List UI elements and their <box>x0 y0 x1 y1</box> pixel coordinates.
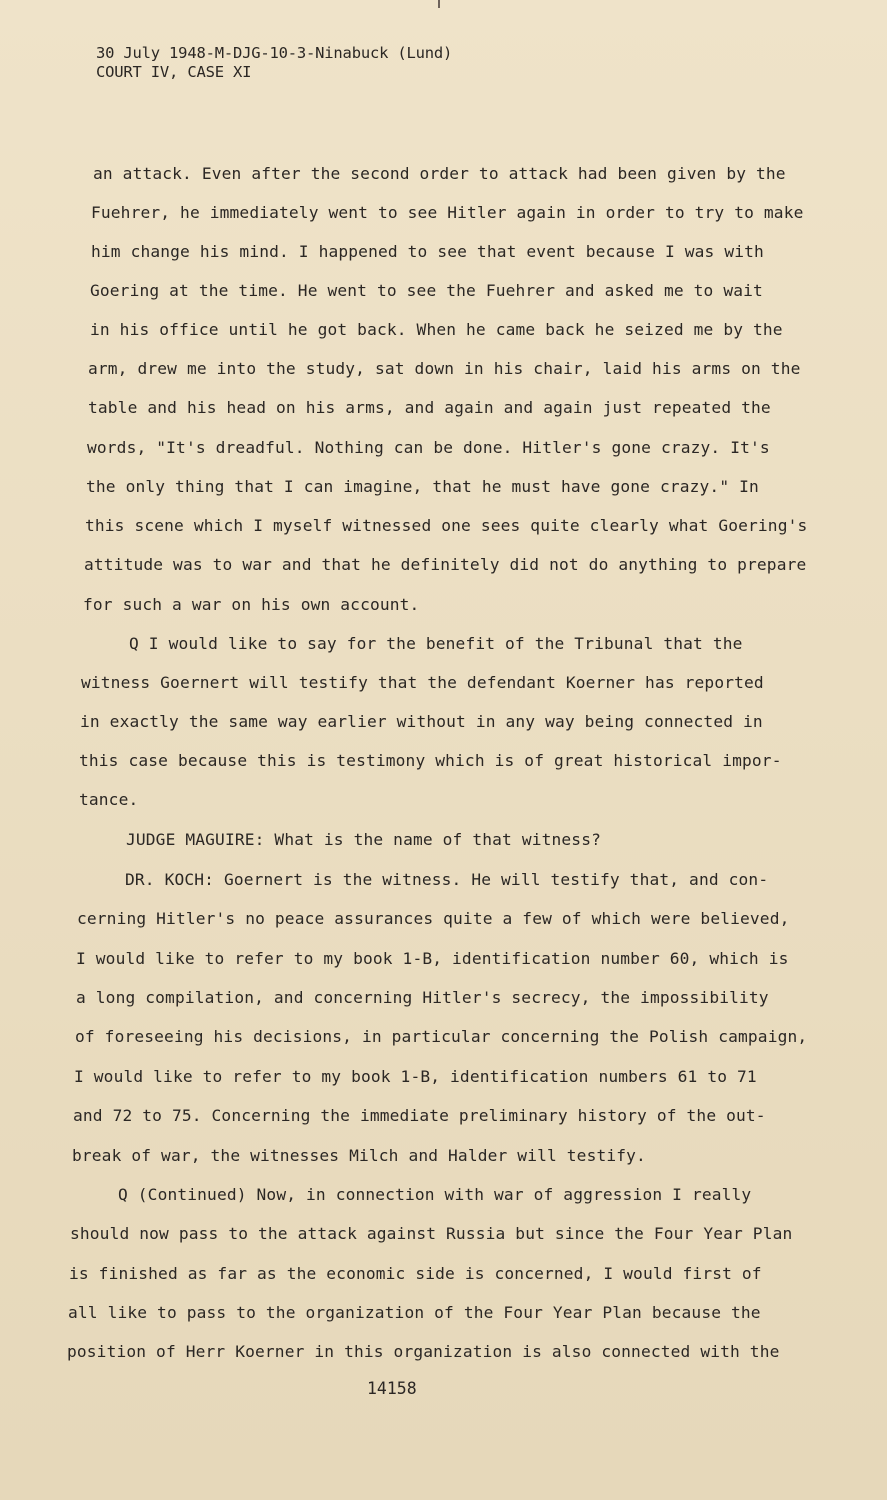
text-line: JUDGE MAGUIRE: What is the name of that witness? <box>126 830 601 849</box>
page-number: 14158 <box>367 1379 417 1398</box>
text-line: and 72 to 75. Concerning the immediate preliminary history of the out- <box>73 1106 766 1125</box>
text-line: table and his head on his arms, and again and again just repeated the <box>88 398 771 417</box>
text-line: DR. KOCH: Goernert is the witness. He will testify that, and con- <box>125 870 769 889</box>
text-line: this case because this is testimony which is of great historical impor- <box>79 751 782 770</box>
text-line: I would like to refer to my book 1-B, identification number 60, which is <box>76 949 789 968</box>
header-line-1: 30 July 1948-M-DJG-10-3-Ninabuck (Lund) <box>96 44 453 62</box>
text-line: of foreseeing his decisions, in particular concerning the Polish campaign, <box>75 1027 808 1046</box>
text-line: break of war, the witnesses Milch and Halder will testify. <box>72 1146 646 1165</box>
text-line: tance. <box>79 790 139 809</box>
text-line: words, "It's dreadful. Nothing can be done. Hitler's gone crazy. It's <box>87 438 770 457</box>
text-line: an attack. Even after the second order to attack had been given by the <box>93 164 786 183</box>
text-line: I would like to refer to my book 1-B, identification numbers 61 to 71 <box>74 1067 757 1086</box>
text-line: witness Goernert will testify that the defendant Koerner has reported <box>81 673 764 692</box>
text-line: Goering at the time. He went to see the Fuehrer and asked me to wait <box>90 281 763 300</box>
text-line: arm, drew me into the study, sat down in his chair, laid his arms on the <box>88 359 801 378</box>
text-line: should now pass to the attack against Russia but since the Four Year Plan <box>70 1224 793 1243</box>
text-line: position of Herr Koerner in this organization is also connected with the <box>67 1342 780 1361</box>
text-line: the only thing that I can imagine, that he must have gone crazy." In <box>86 477 759 496</box>
text-line: all like to pass to the organization of the Four Year Plan because the <box>68 1303 761 1322</box>
text-line: this scene which I myself witnessed one sees quite clearly what Goering's <box>85 516 808 535</box>
text-line: is finished as far as the economic side is concerned, I would first of <box>69 1264 762 1283</box>
text-line: in his office until he got back. When he came back he seized me by the <box>90 320 783 339</box>
text-line: cerning Hitler's no peace assurances quite a few of which were believed, <box>77 909 790 928</box>
text-line: a long compilation, and concerning Hitler's secrecy, the impossibility <box>76 988 769 1007</box>
text-line: Q (Continued) Now, in connection with war of aggression I really <box>118 1185 752 1204</box>
text-line: attitude was to war and that he definitely did not do anything to prepare <box>84 555 807 574</box>
text-line: Fuehrer, he immediately went to see Hitler again in order to try to make <box>91 203 804 222</box>
header-line-2: COURT IV, CASE XI <box>96 63 252 81</box>
text-line: Q I would like to say for the benefit of the Tribunal that the <box>129 634 743 653</box>
text-line: for such a war on his own account. <box>83 595 420 614</box>
text-line: in exactly the same way earlier without in any way being connected in <box>80 712 763 731</box>
text-line: him change his mind. I happened to see that event because I was with <box>91 242 764 261</box>
